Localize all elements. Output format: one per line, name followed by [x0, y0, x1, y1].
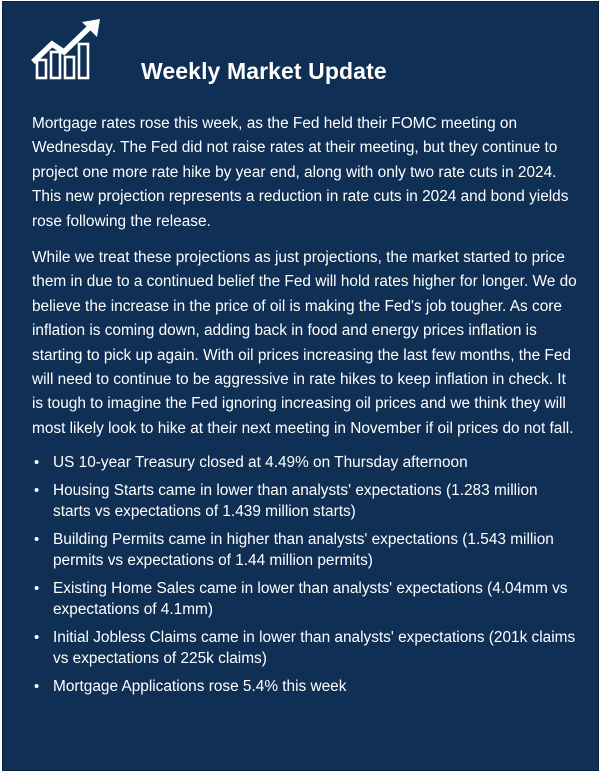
chart-bar-1	[37, 60, 46, 78]
list-item-text: Mortgage Applications rose 5.4% this week	[53, 678, 347, 696]
list-item	[32, 529, 577, 571]
market-data-list	[32, 452, 577, 697]
list-item-text: Initial Jobless Claims came in lower than analysts' expectations (201k claims vs expectations of 225k claims)	[53, 629, 576, 668]
article-body	[32, 112, 577, 704]
bullet-icon: •	[34, 531, 40, 549]
bullet-icon: •	[34, 678, 40, 696]
list-item-text: US 10-year Treasury closed at 4.49% on Thursday afternoon	[53, 454, 468, 472]
growth-chart-graphic	[30, 18, 104, 80]
bullet-icon: •	[34, 454, 40, 472]
list-item-text: Housing Starts came in lower than analysts' expectations (1.283 million starts vs expectations of 1.439 million starts)	[53, 482, 538, 521]
page-title: Weekly Market Update	[141, 58, 387, 84]
list-item	[32, 676, 577, 697]
bullet-icon: •	[34, 629, 40, 647]
list-item	[32, 452, 577, 473]
chart-bar-3	[65, 57, 74, 78]
market-update-card	[2, 1, 599, 771]
analysis-paragraph: While we treat these projections as just projections, the market started to price them in due to a continued belief the Fed will hold rates higher for longer. We do believe the increase in the price of oil is making the Fed's job tougher. As core inflation is coming down, adding back in food and energy prices inflation is starting to pick up again. With oil prices increasing the last few months, the Fed will need to continue to be aggressive in rate hikes to keep inflation in check. It is tough to imagine the Fed ignoring increasing oil prices and we think they will most likely look to hike at their next meeting in November if oil prices do not fall.	[32, 249, 577, 437]
intro-paragraph: Mortgage rates rose this week, as the Fed held their FOMC meeting on Wednesday. The Fed did not raise rates at their meeting, but they continue to project one more rate hike by year end, along with only two rate cuts in 2024. This new projection represents a reduction in rate cuts in 2024 and bond yields rose following the release.	[32, 115, 569, 230]
list-item	[32, 627, 577, 669]
growth-chart-icon	[30, 18, 104, 80]
chart-bar-4	[79, 44, 88, 78]
chart-bar-2	[51, 52, 60, 78]
list-item	[32, 480, 577, 522]
list-item-text: Building Permits came in higher than analysts' expectations (1.543 million permits vs expectations of 1.44 million permits)	[53, 531, 554, 570]
list-item-text: Existing Home Sales came in lower than analysts' expectations (4.04mm vs expectations of 4.1mm)	[53, 580, 568, 619]
list-item	[32, 578, 577, 620]
bullet-icon: •	[34, 482, 40, 500]
bullet-icon: •	[34, 580, 40, 598]
